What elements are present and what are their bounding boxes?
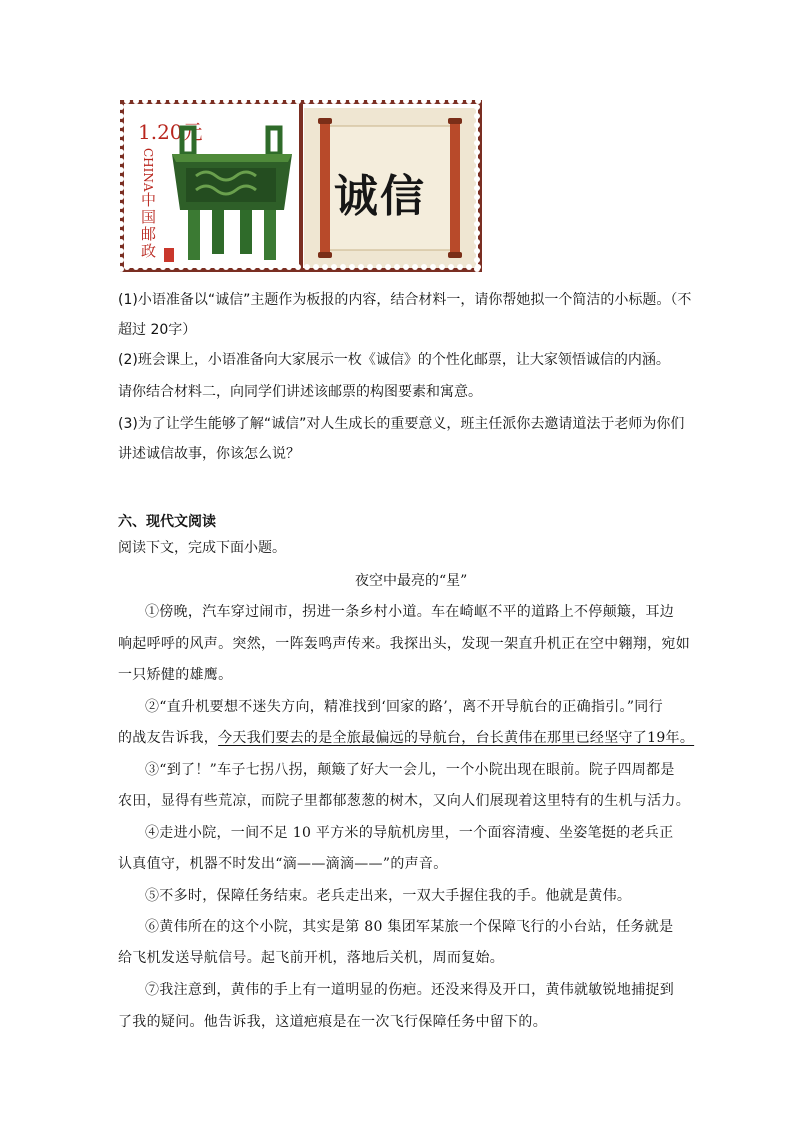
perforation-dot [448,264,454,270]
perforation-dot [232,264,238,270]
perforation-dot [169,264,175,270]
perforation-dot [118,140,124,146]
perforation-dot [250,264,256,270]
perforation-dot [118,212,124,218]
perforation-dot [187,264,193,270]
perforation-dot [268,98,274,104]
perforation-dot [133,98,139,104]
perforation-dot [232,98,238,104]
perforation-dot [178,98,184,104]
perforation-dot [367,264,373,270]
perforation-dot [421,264,427,270]
perforation-dot [118,257,124,263]
perforation-dot [295,264,301,270]
perforation-dot [277,264,283,270]
perforation-dot [160,98,166,104]
question-2-line-2: 请你结合材料二，向同学们讲述该邮票的构图要素和寓意。 [118,384,482,400]
perforation-dot [196,264,202,270]
perforation-dot [457,264,463,270]
perforation-dot [430,264,436,270]
perforation-dot [349,98,355,104]
perforation-dot [349,264,355,270]
perforation-dot [118,203,124,209]
perforation-dot [277,98,283,104]
perforation-dot [205,264,211,270]
perforation-dot [340,264,346,270]
perforation-dot [118,131,124,137]
perforation-dot [169,98,175,104]
perforation-dot [295,98,301,104]
perforation-dot [118,167,124,173]
perforation-dot [205,98,211,104]
perforation-dot [474,257,480,263]
bronze-ding-icon [168,124,296,264]
article-p5: ⑤不多时，保障任务结束。老兵走出来，一双大手握住我的手。他就是黄伟。 [145,888,632,904]
perforation-dot [268,264,274,270]
perforation-dot [474,239,480,245]
perforation-dot [466,264,472,270]
question-1-line-2: 超过 20字） [118,322,197,338]
perforation-dot [331,264,337,270]
perforation-dot [118,149,124,155]
perforation-dot [259,98,265,104]
stamp-paper [124,104,478,268]
perforation-dot [394,98,400,104]
perforation-dot [118,158,124,164]
article-p2-line-1: ②“直升机要想不迷失方向，精准找到‘回家的路’，离不开导航台的正确指引。”同行 [145,699,663,715]
perforation-dot [322,98,328,104]
perforation-dot [187,98,193,104]
perforation-dot [358,98,364,104]
article-p6-line-2: 给飞机发送导航信号。起飞前开机，落地后关机，周而复始。 [118,950,505,966]
article-p4-line-1: ④走进小院，一间不足 10 平方米的导航机房里，一个面容清瘦、坐姿笔挺的老兵正 [145,825,674,841]
stamp-calligraphy-text: 诚信 [334,171,426,222]
perforation-dot [474,212,480,218]
perforation-dot [133,264,139,270]
article-p6-line-1: ⑥黄伟所在的这个小院，其实是第 80 集团军某旅一个保障飞行的小台站，任务就是 [145,919,674,935]
perforation-dot [214,264,220,270]
perforation-dot [142,98,148,104]
perforation-dot [474,194,480,200]
perforation-dot [286,264,292,270]
question-1-line-1: (1)小语准备以“诚信”主题作为板报的内容，结合材料一，请你帮她拟一个简洁的小标题。（不 [118,292,692,308]
perforation-dot [124,98,130,104]
perforation-dot [214,98,220,104]
article-p3-line-2: 农田，显得有些荒凉，而院子里都郁葱葱的树木，又向人们展现着这里特有的生机与活力。 [118,793,690,809]
perforation-dot [376,98,382,104]
perforation-dot [142,264,148,270]
perforation-dot [430,98,436,104]
stamp-country-en: CHINA [141,148,155,192]
perforation-dot [474,122,480,128]
perforation-dot [439,264,445,270]
question-3-line-2: 讲述诚信故事，你该怎么说？ [118,446,300,462]
stamp-perforation-divider [299,104,303,268]
perforation-dot [474,131,480,137]
article-p2-line-2-start: 的战友告诉我， [118,730,219,746]
perforation-dot [124,264,130,270]
perforation-dot [118,239,124,245]
perforation-dot [367,98,373,104]
perforation-dot [313,98,319,104]
article-p1-line-1: ①傍晚，汽车穿过闹市，拐进一条乡村小道。车在崎岖不平的道路上不停颠簸，耳边 [145,604,675,620]
perforation-dot [474,149,480,155]
perforation-dot [376,264,382,270]
perforation-dot [474,140,480,146]
article-p1-line-3: 一只矫健的雄鹰。 [118,667,233,683]
perforation-dot [151,98,157,104]
article-p7-line-2: 了我的疑问。他告诉我，这道疤痕是在一次飞行保障任务中留下的。 [118,1014,547,1030]
perforation-dot [385,264,391,270]
perforation-dot [118,185,124,191]
perforation-dot [118,221,124,227]
perforation-dot [118,230,124,236]
perforation-dot [118,194,124,200]
article-p3-line-1: ③“到了！”车子七拐八拐，颠簸了好大一会儿，一个小院出现在眼前。院子四周都是 [145,762,675,778]
question-2-line-1: (2)班会课上，小语准备向大家展示一枚《诚信》的个性化邮票，让大家领悟诚信的内涵。 [118,352,670,368]
perforation-dot [385,98,391,104]
perforation-dot [178,264,184,270]
perforation-dot [474,113,480,119]
perforation-dot [241,264,247,270]
perforation-dot [196,98,202,104]
perforation-dot [474,266,480,272]
perforation-dot [474,158,480,164]
article-p7-line-1: ⑦我注意到，黄伟的手上有一道明显的伤疤。还没来得及开口，黄伟就敏锐地捕捉到 [145,982,675,998]
perforation-dot [304,98,310,104]
stamp-main-panel [128,108,298,268]
perforation-dot [331,98,337,104]
perforation-dot [118,113,124,119]
perforation-dot [313,264,319,270]
article-p4-line-2: 认真值守，机器不时发出“滴——滴滴——”的声音。 [118,856,448,872]
perforation-dot [466,98,472,104]
perforation-dot [118,176,124,182]
perforation-dot [474,104,480,110]
perforation-dot [340,98,346,104]
perforation-dot [259,264,265,270]
perforation-dot [394,264,400,270]
perforation-dot [223,98,229,104]
perforation-dot [412,264,418,270]
question-3-line-1: (3)为了让学生能够了解“诚信”对人生成长的重要意义，班主任派你去邀请道法于老师为你们 [118,416,685,432]
perforation-dot [118,122,124,128]
article-p1-line-2: 响起呼呼的风声。突然，一阵轰鸣声传来。我探出头，发现一架直升机正在空中翱翔，宛如 [118,636,690,652]
perforation-dot [474,167,480,173]
perforation-dot [421,98,427,104]
perforation-dot [403,98,409,104]
perforation-dot [474,230,480,236]
perforation-dot [250,98,256,104]
section-heading: 六、现代文阅读 [118,514,216,530]
perforation-dot [457,98,463,104]
perforation-dot [151,264,157,270]
perforation-dot [286,98,292,104]
perforation-dot [160,264,166,270]
perforation-dot [403,264,409,270]
article-p2-line-2 [118,728,694,748]
perforation-dot [304,264,310,270]
perforation-dot [322,264,328,270]
perforation-dot [118,266,124,272]
article-title: 夜空中最亮的“星” [355,573,468,589]
perforation-dot [223,264,229,270]
section-instruction: 阅读下文，完成下面小题。 [118,540,286,556]
perforation-dot [474,248,480,254]
perforation-dot [474,176,480,182]
perforation-dot [358,264,364,270]
perforation-dot [474,203,480,209]
stamp-face-value: 1.20元 [138,120,203,144]
perforation-dot [439,98,445,104]
stamp-country-cn: 中国邮政 [139,192,157,260]
perforation-dot [448,98,454,104]
personalized-stamp-image [120,100,482,272]
perforation-dot [412,98,418,104]
perforation-dot [118,248,124,254]
perforation-dot [474,221,480,227]
stamp-attached-label [304,108,476,268]
perforation-dot [474,185,480,191]
perforation-dot [241,98,247,104]
article-p2-underlined-sentence: 今天我们要去的是全旅最偏远的导航台，台长黄伟在那里已经坚守了19年。 [218,730,695,746]
perforation-dot [118,104,124,110]
